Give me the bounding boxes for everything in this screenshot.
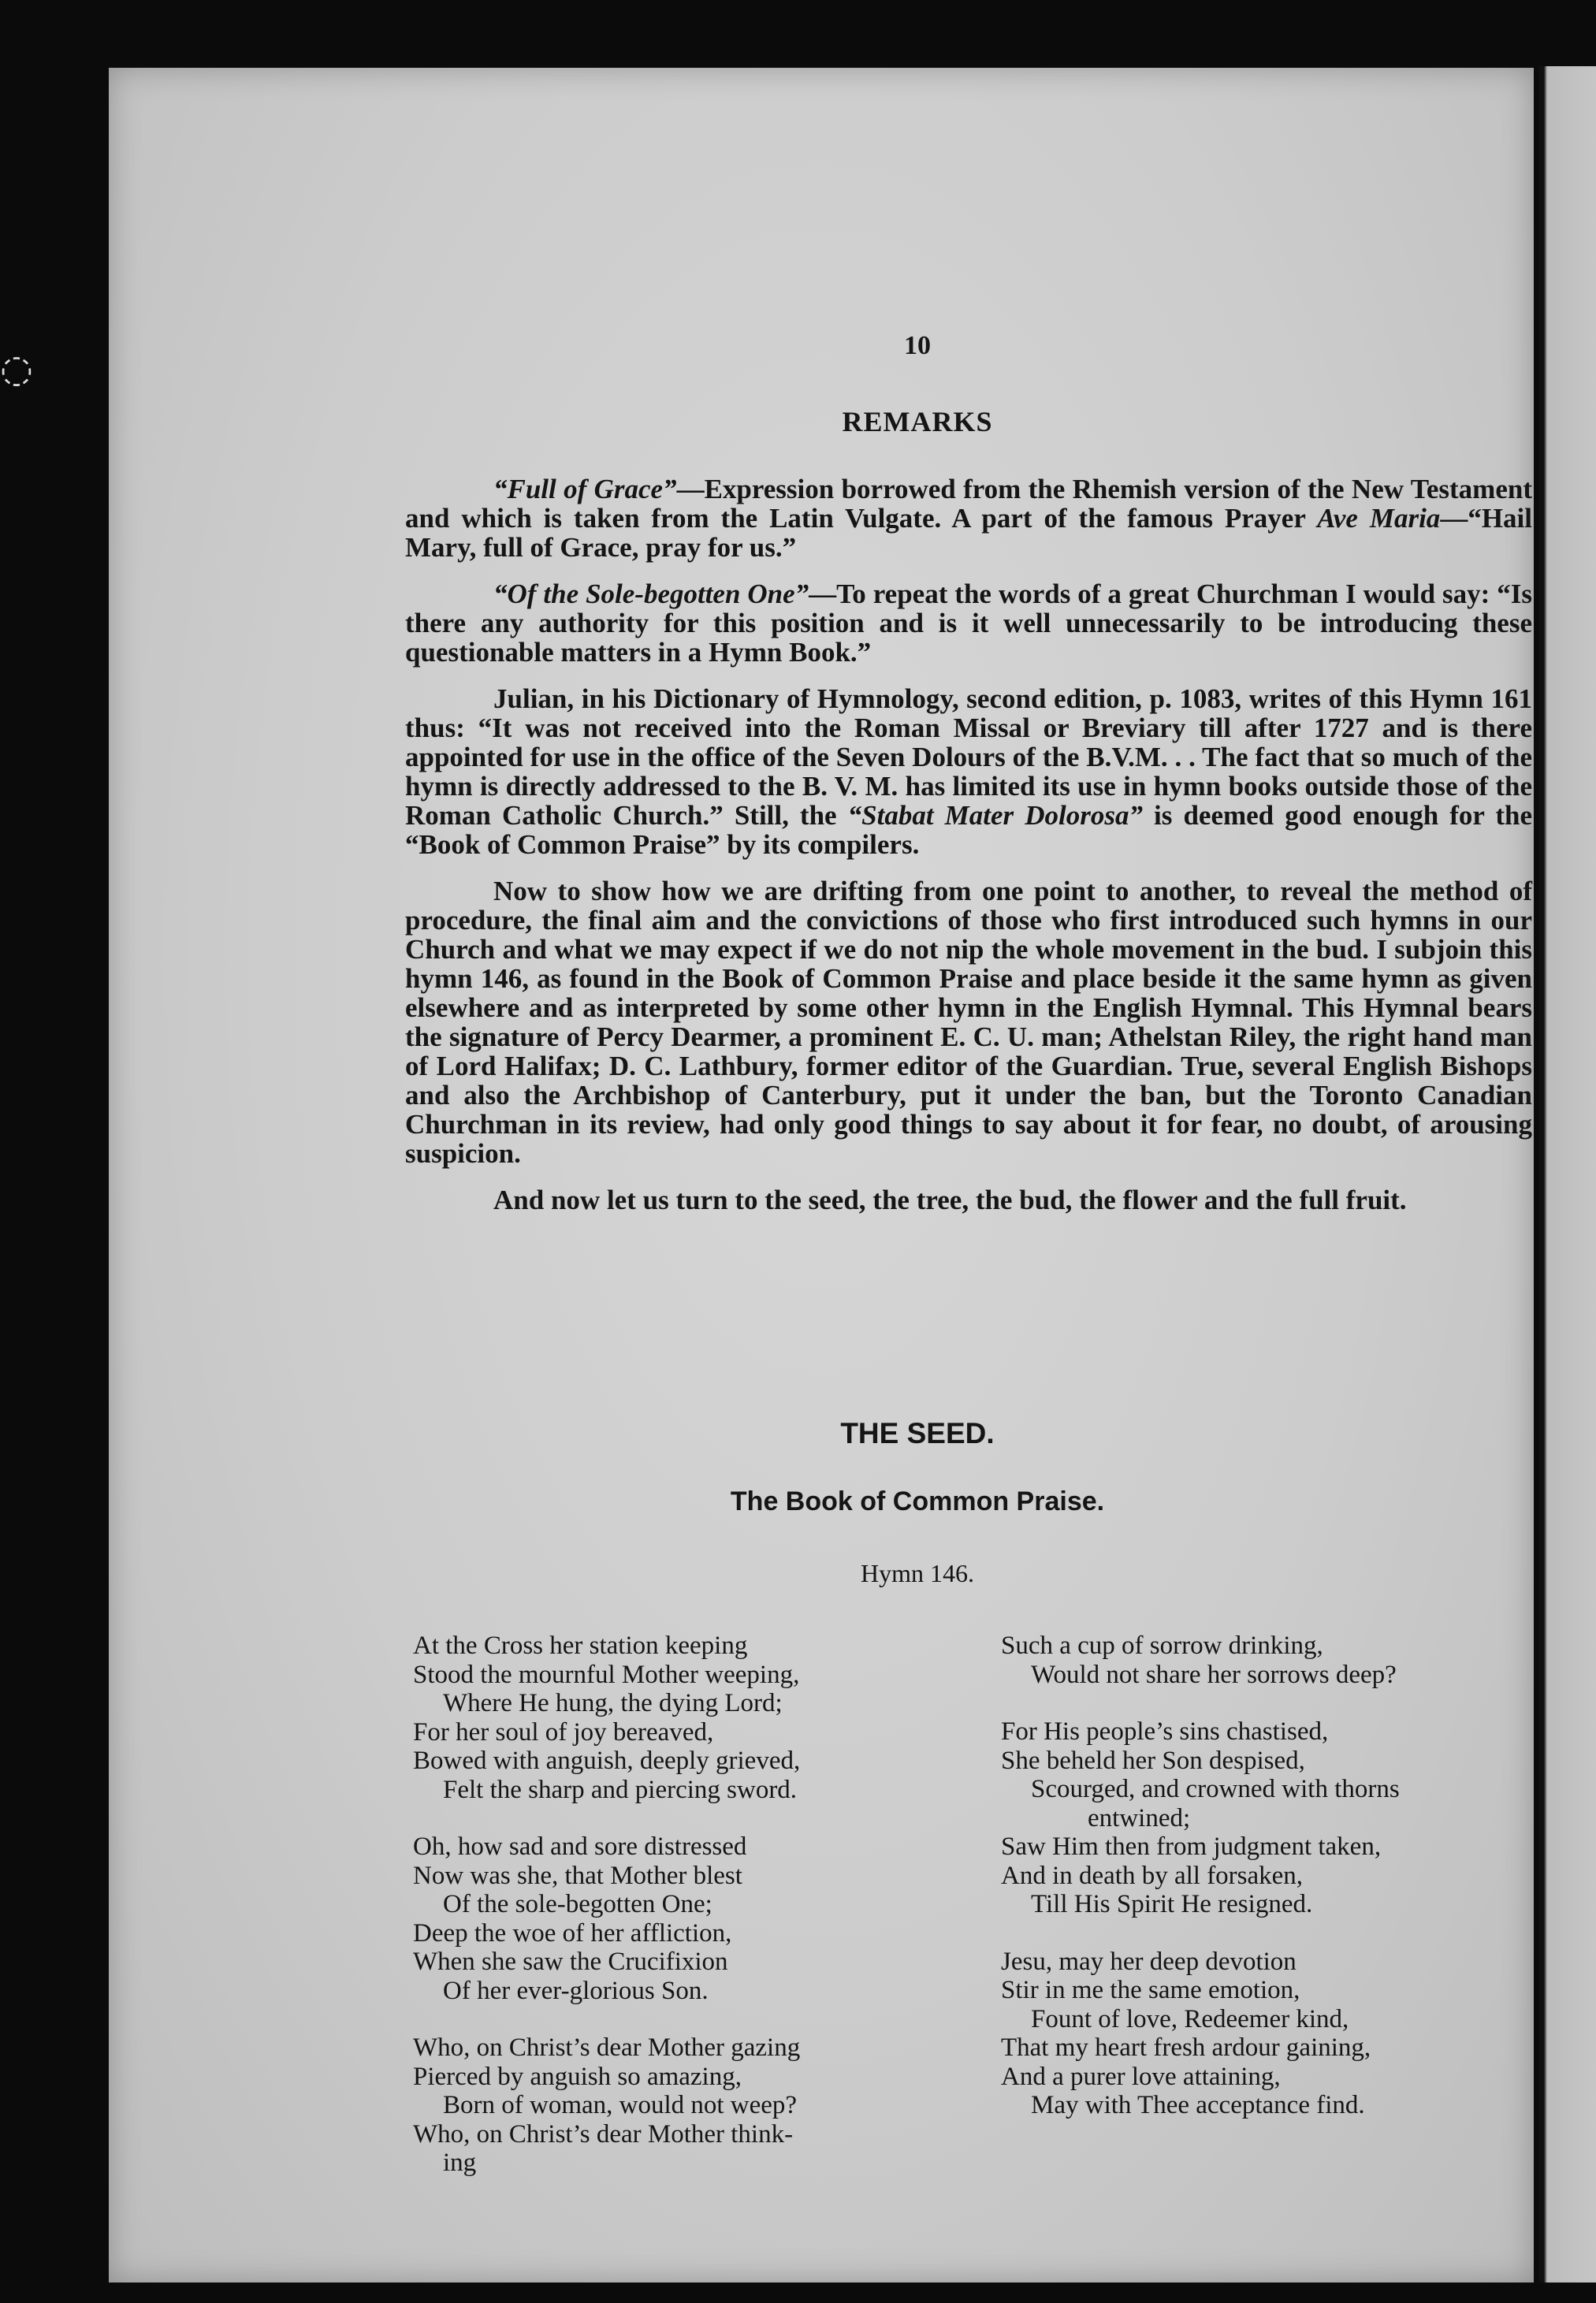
verse-line: And a purer love attaining, — [1001, 2062, 1281, 2091]
stanza — [1001, 1948, 1553, 2120]
verse-line: Saw Him then from judgment taken, — [1001, 1832, 1382, 1861]
verse-line: For her soul of joy bereaved, — [413, 1717, 714, 1747]
paragraph-text: —“Hail Mary, full of Grace, pray for us.” — [405, 503, 1532, 563]
sole-begotten-term: “Of the Sole-begotten One” — [493, 579, 809, 609]
book-title: The Book of Common Praise. — [730, 1486, 1105, 1516]
verse-line: That my heart fresh ardour gaining, — [1001, 2033, 1371, 2062]
verse-line: At the Cross her station keeping — [413, 1631, 748, 1660]
remarks-paragraph-5: And now let us turn to the seed, the tree, the bud, the flower and the full fruit. — [493, 1185, 1407, 1215]
hymn-right-column — [1001, 1631, 1553, 2149]
remarks-paragraph-2 — [405, 579, 1532, 667]
verse-line: Now was she, that Mother blest — [413, 1861, 742, 1890]
verse-line: Felt the sharp and piercing sword. — [443, 1775, 798, 1804]
verse-line: Jesu, may her deep devotion — [1001, 1947, 1297, 1976]
verse-line: For His people’s sins chastised, — [1001, 1717, 1329, 1746]
verse-line: Till His Spirit He resigned. — [1031, 1890, 1313, 1918]
remarks-paragraph-1 — [405, 474, 1532, 562]
stanza — [413, 1832, 996, 2005]
verse-line: May with Thee acceptance find. — [1031, 2091, 1365, 2119]
verse-line: Born of woman, would not weep? — [443, 2091, 798, 2119]
paragraph-text: —Expression borrowed from the Rhemish version of the New Testament and which is taken from the Latin Vulgate. A part of the famous Prayer — [405, 474, 1532, 534]
verse-line: Of her ever-glorious Son. — [443, 1976, 709, 2005]
verse-line: Pierced by anguish so amazing, — [413, 2062, 742, 2091]
verse-line: Stir in me the same emotion, — [1001, 1976, 1300, 2004]
verse-line: Of the sole-begotten One; — [443, 1890, 712, 1918]
verse-line: Scourged, and crowned with thorns — [1031, 1775, 1400, 1803]
verse-line: And in death by all forsaken, — [1001, 1861, 1304, 1890]
verse-line: Such a cup of sorrow drinking, — [1001, 1631, 1323, 1660]
hymn-left-column — [413, 1631, 996, 2206]
verse-line: Who, on Christ’s dear Mother think- — [413, 2119, 794, 2149]
hymn-number: Hymn 146. — [861, 1559, 974, 1587]
seed-heading: THE SEED. — [840, 1417, 995, 1449]
stanza — [413, 2033, 996, 2178]
verse-line: ing — [443, 2149, 477, 2177]
remarks-heading: REMARKS — [842, 406, 993, 437]
verse-line: Oh, how sad and sore distressed — [413, 1832, 747, 1861]
verse-line: Deep the woe of her affliction, — [413, 1918, 732, 1948]
stanza — [1001, 1631, 1553, 1689]
verse-line: Would not share her sorrows deep? — [1031, 1660, 1397, 1689]
verse-line: When she saw the Crucifixion — [413, 1948, 728, 1976]
full-of-grace-term: “Full of Grace” — [493, 474, 677, 504]
verse-line: She beheld her Son despised, — [1001, 1746, 1305, 1775]
remarks-body — [405, 474, 1532, 1232]
stabat-mater-term: “Stabat Mater Dolorosa” — [847, 800, 1143, 831]
paragraph-text: Julian, in his Dictionary of Hymnology, second edition, p. 1083, writes of this Hymn 161 thus: “It was not received into the Roman Missal or Breviary till after 1727 and is there appointed for use in the office of the Seven Dolours of the B.V.M. . . The fact that so much of the hymn is directly addressed to the B. V. M. has limited its use in hymn books outside those of the Roman Catholic Church.” Still, the — [405, 683, 1532, 831]
paragraph-text: —To repeat the words of a great Churchman I would say: “Is there any authority for this position and is it well unnecessarily to be introducing these questionable matters in a Hymn Book.” — [405, 579, 1533, 668]
remarks-paragraph-4: Now to show how we are drifting from one point to another, to reveal the method of procedure, the final aim and the convictions of those who first introduced such hymns in our Church and what we may expect if we do not nip the whole movement in the bud. I subjoin this hymn 146, as found in the Book of Common Praise and place beside it the same hymn as given elsewhere and as interpreted by some other hymn in the English Hymnal. This Hymnal bears the signature of Percy Dearmer, a prominent E. C. U. man; Athelstan Riley, the right hand man of Lord Halifax; D. C. Lathbury, former editor of the Guardian. True, several English Bishops and also the Archbishop of Canterbury, put it under the ban, but the Toronto Canadian Churchman in its review, had only good things to say about it for fear, no doubt, of arousing suspicion. — [405, 876, 1532, 1169]
verse-line: Bowed with anguish, deeply grieved, — [413, 1747, 801, 1775]
binding-hole-mark: ◌ — [0, 347, 33, 391]
ave-maria-term: Ave Maria — [1317, 503, 1441, 534]
remarks-paragraph-3 — [405, 684, 1532, 859]
document-page — [109, 68, 1534, 2283]
stanza — [1001, 1717, 1553, 1919]
verse-line: Who, on Christ’s dear Mother gazing — [413, 2033, 801, 2062]
verse-line: entwined; — [1088, 1803, 1191, 1832]
paragraph-text: is deemed good enough for the “Book of Common Praise” by its compilers. — [405, 800, 1533, 860]
stanza — [413, 1631, 996, 1804]
verse-line: Fount of love, Redeemer kind, — [1031, 2004, 1349, 2033]
verse-line: Where He hung, the dying Lord; — [443, 1689, 783, 1717]
verse-line: Stood the mournful Mother weeping, — [413, 1660, 800, 1689]
page-number: 10 — [904, 331, 931, 360]
